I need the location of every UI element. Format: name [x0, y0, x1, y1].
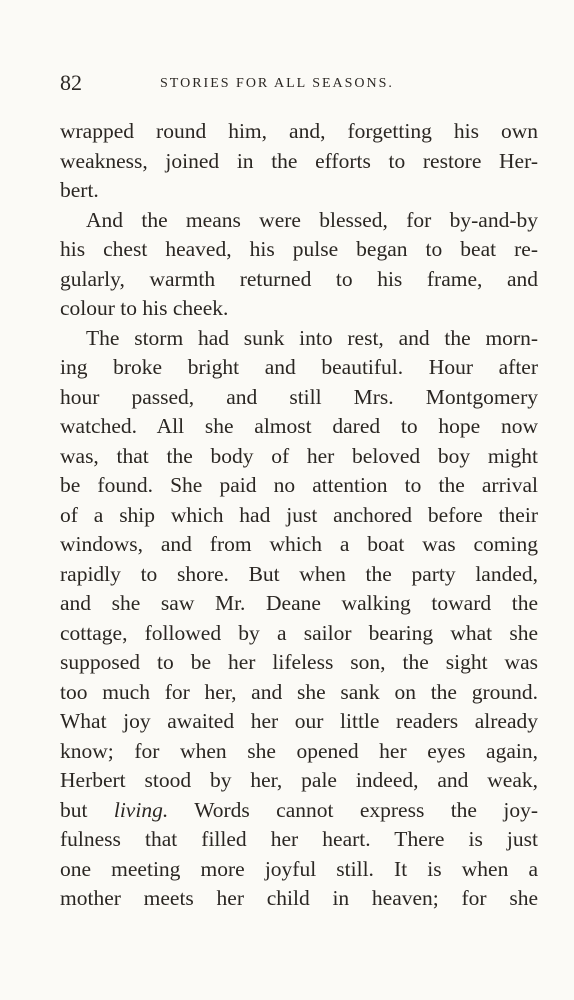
page-header	[60, 70, 530, 100]
text-line: gularly, warmth returned to his frame, and	[60, 266, 538, 291]
text-line: The storm had sunk into rest, and the morn-	[86, 325, 538, 350]
running-head: STORIES FOR ALL SEASONS.	[160, 76, 394, 91]
text-line: hour passed, and still Mrs. Montgomery	[60, 384, 538, 409]
text-fragment: but	[60, 797, 114, 822]
text-line: What joy awaited her our little readers already	[60, 709, 538, 733]
paragraph-1	[60, 117, 538, 206]
body-text	[60, 117, 538, 914]
text-line: one meeting more joyful still. It is when a	[60, 856, 538, 881]
text-line-emphasis	[60, 796, 538, 826]
text-fragment: Words cannot express the joy-	[168, 797, 538, 822]
text-line: And the means were blessed, for by-and-by	[86, 207, 538, 232]
text-line: bert.	[60, 178, 99, 202]
text-line: wrapped round him, and, forgetting his own	[60, 119, 538, 143]
text-line: Herbert stood by her, pale indeed, and weak,	[60, 768, 538, 792]
text-line: too much for her, and she sank on the ground.	[60, 679, 538, 704]
text-line: rapidly to shore. But when the party landed,	[60, 561, 538, 586]
text-line: mother meets her child in heaven; for she	[60, 886, 538, 910]
text-line: windows, and from which a boat was coming	[60, 532, 538, 556]
text-line: his chest heaved, his pulse began to beat re-	[60, 237, 538, 261]
text-line: weakness, joined in the efforts to restore Her-	[60, 148, 538, 173]
emphasized-word: living.	[113, 797, 169, 822]
text-line: ing broke bright and beautiful. Hour after	[60, 355, 538, 379]
text-line: of a ship which had just anchored before their	[60, 502, 538, 527]
paragraph-3	[60, 324, 538, 914]
page-number: 82	[60, 70, 82, 95]
text-line: was, that the body of her beloved boy might	[60, 443, 538, 468]
paragraph-2	[60, 206, 538, 324]
text-line: fulness that filled her heart. There is just	[60, 827, 538, 851]
text-line: cottage, followed by a sailor bearing what she	[60, 620, 538, 645]
text-line: and she saw Mr. Deane walking toward the	[60, 591, 538, 615]
text-line: know; for when she opened her eyes again,	[60, 738, 538, 763]
text-line: colour to his cheek.	[60, 296, 229, 320]
text-line: watched. All she almost dared to hope now	[60, 414, 538, 438]
text-line: be found. She paid no attention to the arrival	[60, 473, 538, 497]
text-line: supposed to be her lifeless son, the sight was	[60, 650, 538, 674]
